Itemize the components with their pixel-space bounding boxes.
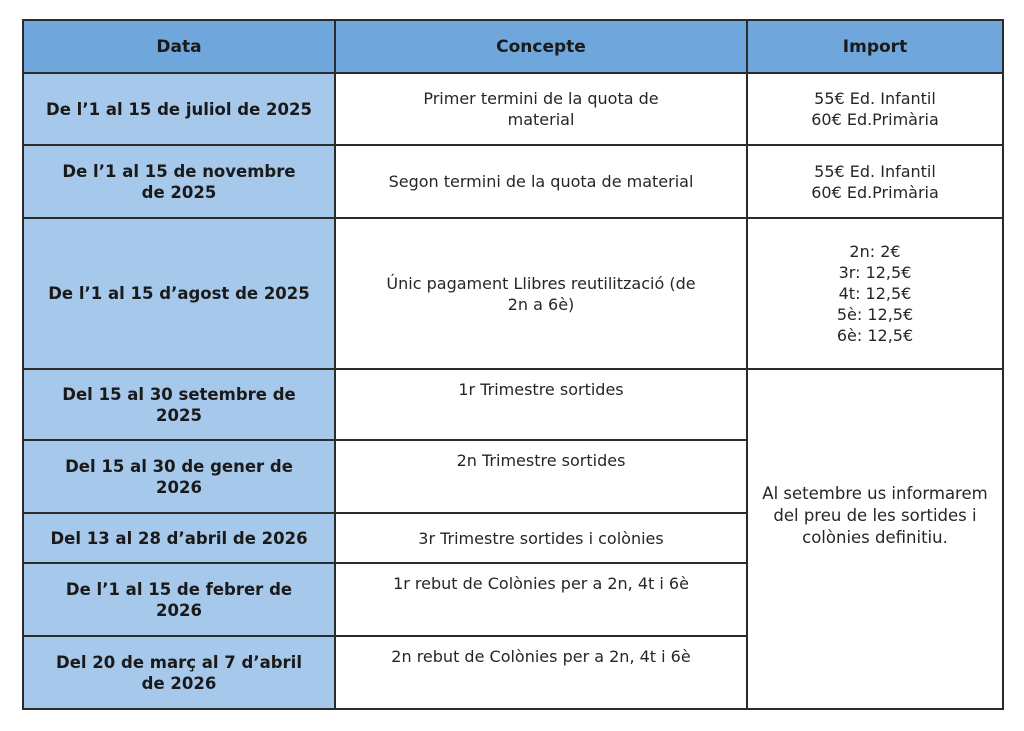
header-import: Import bbox=[747, 20, 1003, 73]
row-concept: Únic pagament Llibres reutilització (de 2n a 6è) bbox=[335, 218, 747, 369]
merged-import-cell bbox=[747, 369, 1003, 709]
row-date: De l’1 al 15 de febrer de 2026 bbox=[23, 563, 335, 636]
header-data: Data bbox=[23, 20, 335, 73]
import-line: 5è: 12,5€ bbox=[836, 305, 914, 324]
row-date: Del 20 de març al 7 d’abril de 2026 bbox=[23, 636, 335, 709]
import-line: 6è: 12,5€ bbox=[836, 326, 914, 345]
import-note: Al setembre us informarem del preu de les sortides i colònies definitiu. bbox=[762, 484, 988, 547]
row-date: De l’1 al 15 d’agost de 2025 bbox=[23, 218, 335, 369]
import-line: 55€ Ed. Infantil bbox=[814, 89, 936, 108]
table-row bbox=[23, 145, 1003, 218]
row-concept: Primer termini de la quota de material bbox=[335, 73, 747, 145]
header-row bbox=[23, 20, 1003, 73]
header-concepte: Concepte bbox=[335, 20, 747, 73]
row-date: De l’1 al 15 de juliol de 2025 bbox=[23, 73, 335, 145]
row-concept: 2n Trimestre sortides bbox=[335, 440, 747, 513]
row-concept: 1r Trimestre sortides bbox=[335, 369, 747, 440]
row-concept: 3r Trimestre sortides i colònies bbox=[335, 513, 747, 563]
table-row bbox=[23, 369, 1003, 440]
payment-schedule-table bbox=[22, 19, 1004, 710]
import-line: 60€ Ed.Primària bbox=[811, 182, 939, 202]
row-date: Del 13 al 28 d’abril de 2026 bbox=[23, 513, 335, 563]
row-import bbox=[747, 73, 1003, 145]
import-line: 2n: 2€ bbox=[849, 242, 901, 261]
row-concept: Segon termini de la quota de material bbox=[335, 145, 747, 218]
row-import bbox=[747, 145, 1003, 218]
import-line: 3r: 12,5€ bbox=[838, 263, 912, 282]
import-line: 4t: 12,5€ bbox=[838, 284, 912, 303]
row-concept: 2n rebut de Colònies per a 2n, 4t i 6è bbox=[335, 636, 747, 709]
row-date: Del 15 al 30 setembre de 2025 bbox=[23, 369, 335, 440]
import-line: 60€ Ed.Primària bbox=[811, 110, 939, 129]
table-row bbox=[23, 73, 1003, 145]
row-import bbox=[747, 218, 1003, 369]
import-line: 55€ Ed. Infantil bbox=[814, 161, 936, 181]
table-row bbox=[23, 218, 1003, 369]
row-date: De l’1 al 15 de novembre de 2025 bbox=[23, 145, 335, 218]
row-concept: 1r rebut de Colònies per a 2n, 4t i 6è bbox=[335, 563, 747, 636]
row-date: Del 15 al 30 de gener de 2026 bbox=[23, 440, 335, 513]
